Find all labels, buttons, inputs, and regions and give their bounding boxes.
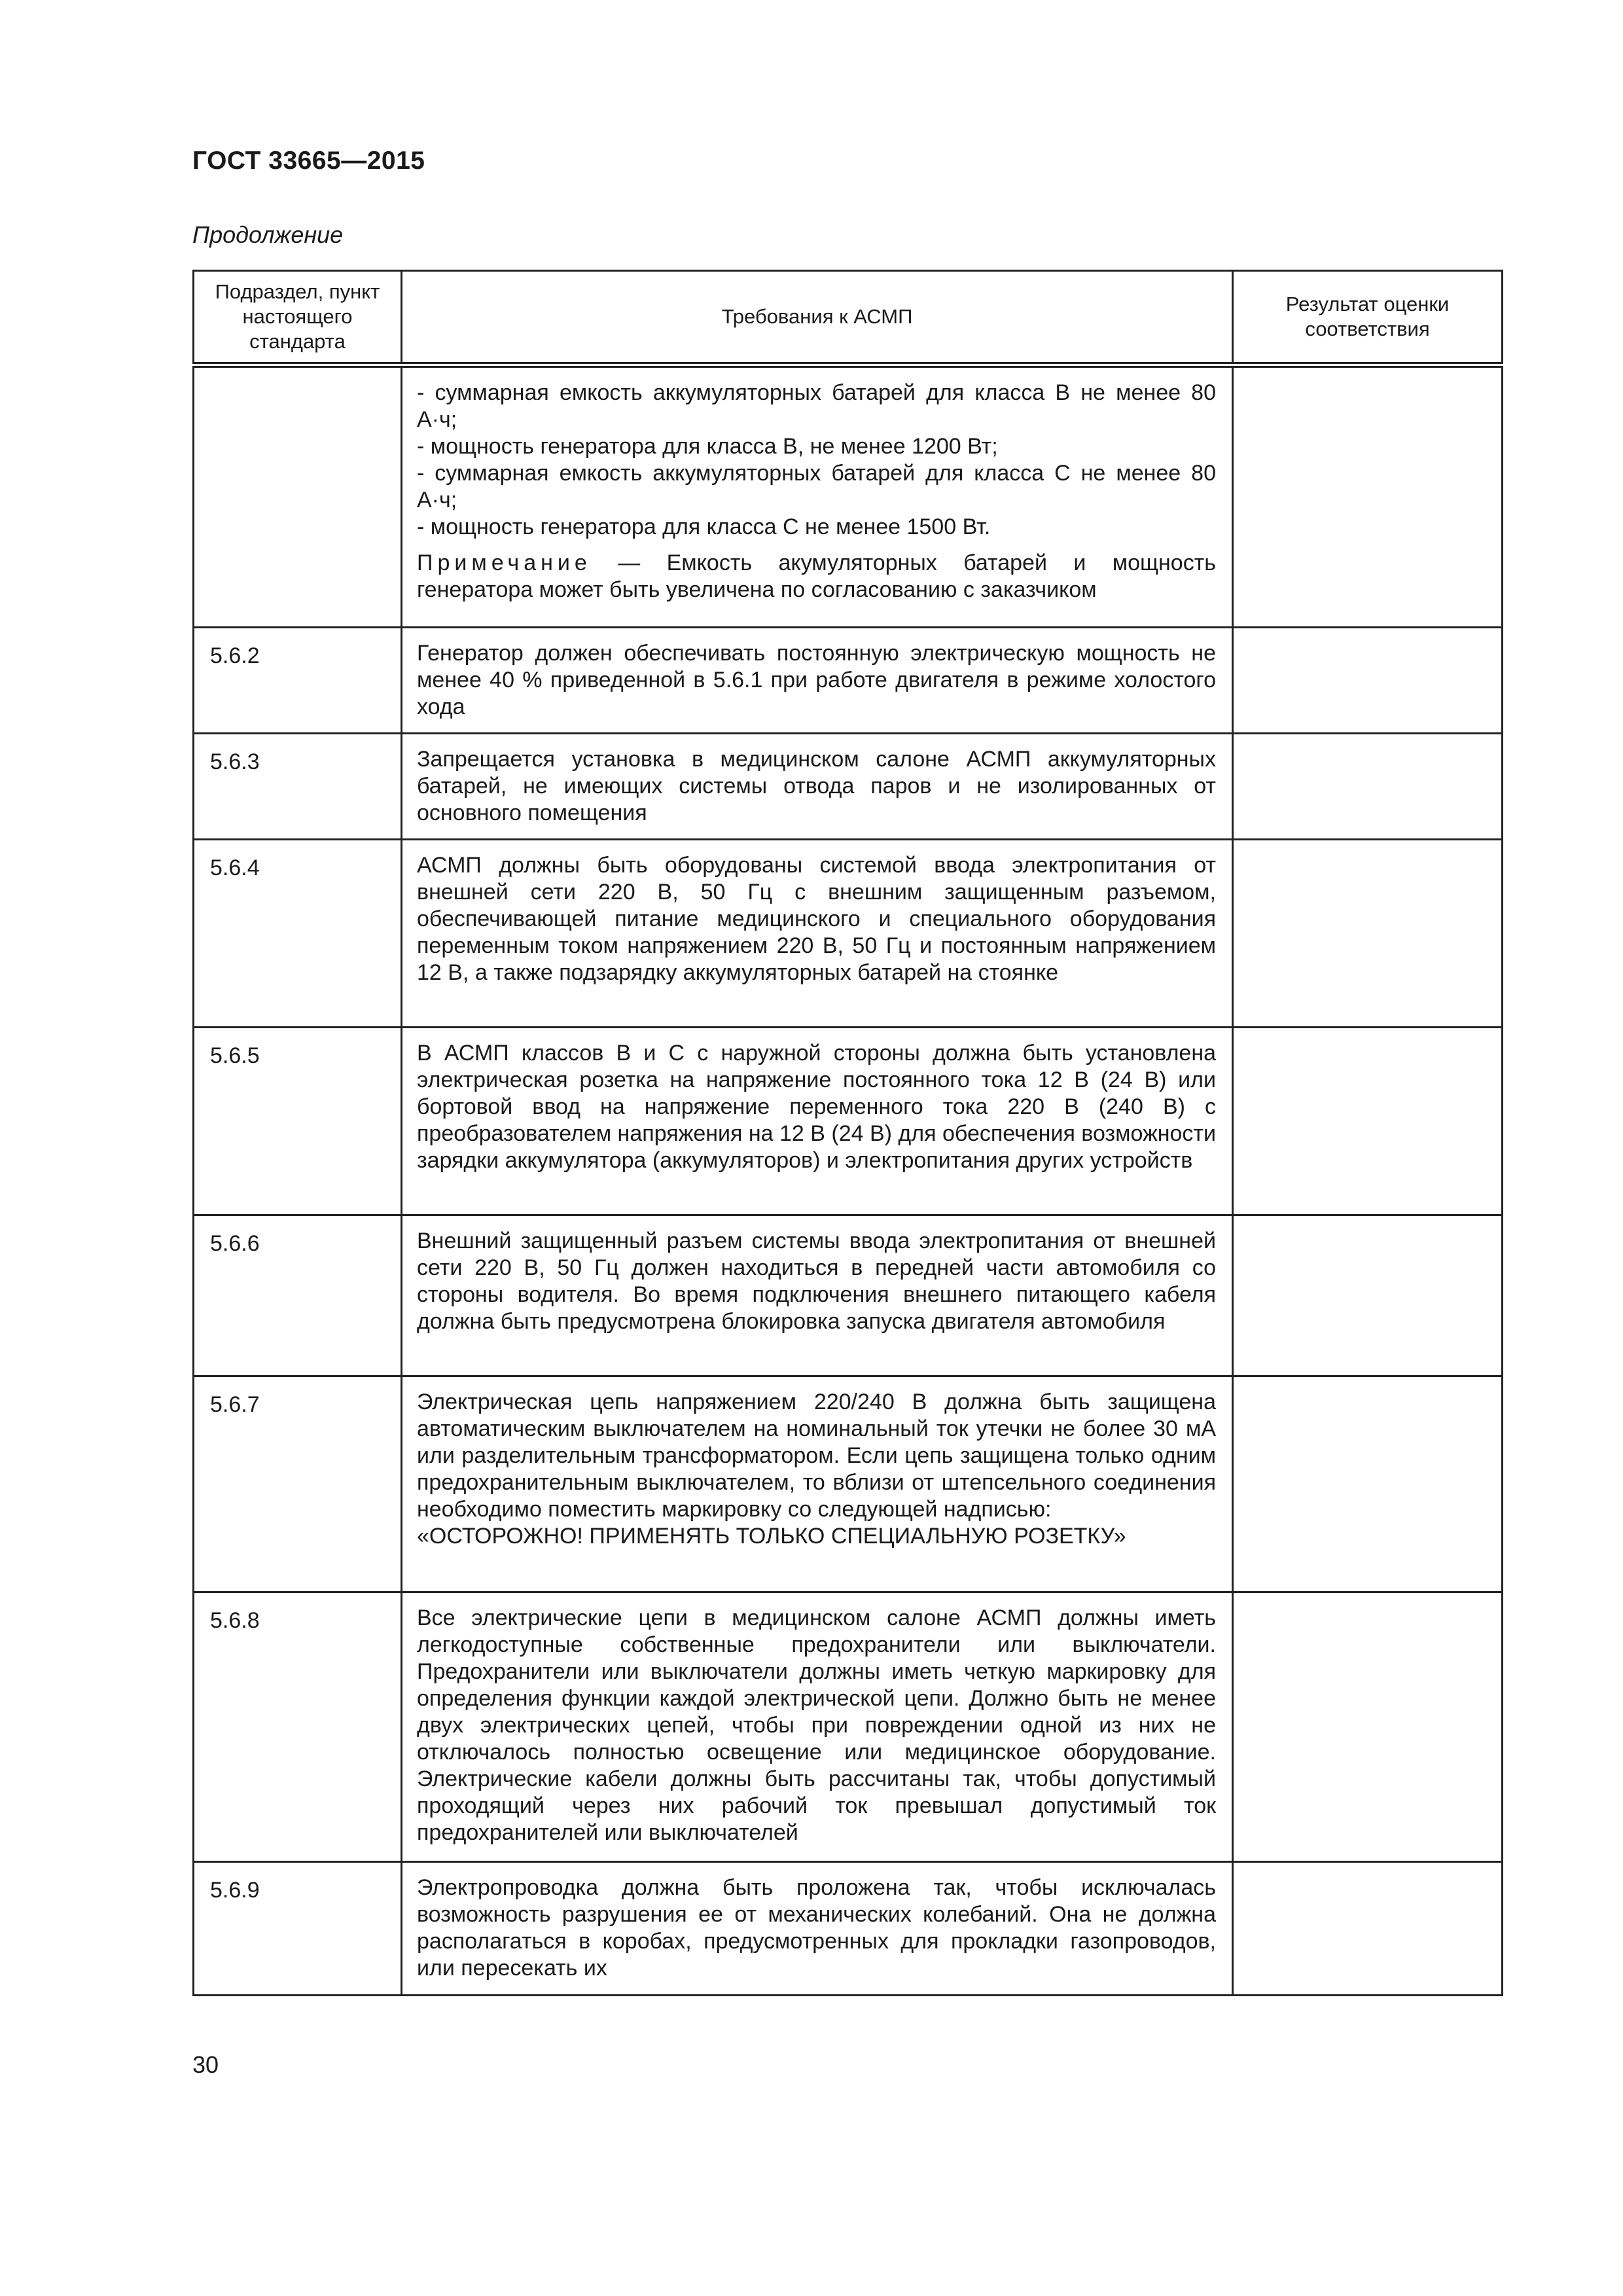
table-row bbox=[194, 365, 1503, 628]
section-number: 5.6.9 bbox=[194, 1862, 402, 1996]
column-header-result: Результат оценки соответствия bbox=[1233, 271, 1503, 365]
requirement-line: - суммарная емкость аккумуляторных батарей для класса С не менее 80 А·ч; bbox=[417, 461, 1216, 512]
table-header-row bbox=[194, 271, 1503, 365]
section-cell bbox=[194, 365, 402, 628]
requirement-line: - мощность генератора для класса В, не менее 1200 Вт; bbox=[417, 434, 998, 459]
page-number: 30 bbox=[192, 2051, 219, 2078]
section-number: 5.6.2 bbox=[194, 628, 402, 734]
continuation-label: Продолжение bbox=[192, 221, 344, 248]
result-cell bbox=[1233, 1862, 1503, 1996]
requirement-text: Запрещается установка в медицинском салоне АСМП аккумуляторных батарей, не имеющих системы отвода паров и не изолированных от основного помещения bbox=[402, 734, 1233, 840]
requirement-text: АСМП должны быть оборудованы системой ввода электропитания от внешней сети 220 В, 50 Гц с внешним защищенным разъемом, обеспечивающей питание медицинского и специального оборудования переменным током напряжением 220 В, 50 Гц и постоянным напряжением 12 В, а также подзарядку аккумуляторных батарей на стоянке bbox=[402, 840, 1233, 1028]
section-number: 5.6.5 bbox=[194, 1028, 402, 1215]
table-row bbox=[194, 1215, 1503, 1376]
section-number: 5.6.7 bbox=[194, 1376, 402, 1592]
table-row bbox=[194, 1592, 1503, 1862]
requirement-cell bbox=[402, 365, 1233, 628]
result-cell bbox=[1233, 1592, 1503, 1862]
result-cell bbox=[1233, 365, 1503, 628]
requirement-text: Генератор должен обеспечивать постоянную электрическую мощность не менее 40 % приведенной в 5.6.1 при работе двигателя в режиме холостого хода bbox=[402, 628, 1233, 734]
result-cell bbox=[1233, 1376, 1503, 1592]
section-number: 5.6.8 bbox=[194, 1592, 402, 1862]
requirement-text: Внешний защищенный разъем системы ввода электропитания от внешней сети 220 В, 50 Гц должен находиться в передней части автомобиля со стороны водителя. Во время подключения внешнего питающего кабеля должна быть предусмотрена блокировка запуска двигателя автомобиля bbox=[402, 1215, 1233, 1376]
requirements-table bbox=[192, 270, 1503, 1996]
result-cell bbox=[1233, 840, 1503, 1028]
column-header-section: Подраздел, пункт настоящего стандарта bbox=[194, 271, 402, 365]
table-row bbox=[194, 1376, 1503, 1592]
requirement-text: Электропроводка должна быть проложена так, чтобы исключалась возможность разрушения ее от механических колебаний. Она не должна располагаться в коробах, предусмотренных для прокладки газопроводов, или пересекать их bbox=[402, 1862, 1233, 1996]
requirement-line: - мощность генератора для класса С не менее 1500 Вт. bbox=[417, 514, 991, 539]
note-text: — Емкость акумуляторных батарей и мощность генератора может быть увеличена по согласованию с заказчиком bbox=[417, 550, 1216, 602]
result-cell bbox=[1233, 1028, 1503, 1215]
table-row bbox=[194, 628, 1503, 734]
note-label: Примечание bbox=[417, 550, 592, 575]
requirement-line: - суммарная емкость аккумуляторных батарей для класса В не менее 80 А·ч; bbox=[417, 380, 1216, 432]
requirement-cell bbox=[402, 1376, 1233, 1592]
result-cell bbox=[1233, 1215, 1503, 1376]
table-row bbox=[194, 1862, 1503, 1996]
column-header-requirements: Требования к АСМП bbox=[402, 271, 1233, 365]
section-number: 5.6.6 bbox=[194, 1215, 402, 1376]
requirement-text: Электрическая цепь напряжением 220/240 В должна быть защищена автоматическим выключателем на номинальный ток утечки не более 30 мА или разделительным трансформатором. Если цепь защищена только одним предохранительным выключателем, то вблизи от штепсельного соединения необходимо поместить маркировку со следующей надписью: bbox=[417, 1390, 1216, 1522]
table-row bbox=[194, 1028, 1503, 1215]
warning-text: «ОСТОРОЖНО! ПРИМЕНЯТЬ ТОЛЬКО СПЕЦИАЛЬНУЮ РОЗЕТКУ» bbox=[417, 1524, 1126, 1549]
section-number: 5.6.4 bbox=[194, 840, 402, 1028]
result-cell bbox=[1233, 628, 1503, 734]
table-row bbox=[194, 734, 1503, 840]
requirement-text: Все электрические цепи в медицинском салоне АСМП должны иметь легкодоступные собственные предохранители или выключатели. Предохранители или выключатели должны иметь четкую маркировку для определения функции каждой электрической цепи. Должно быть не менее двух электрических цепей, чтобы при повреждении одной из них не отключалось полностью освещение или медицинское оборудование. Электрические кабели должны быть рассчитаны так, чтобы допустимый проходящий через них рабочий ток превышал допустимый ток предохранителей или выключателей bbox=[402, 1592, 1233, 1862]
result-cell bbox=[1233, 734, 1503, 840]
requirement-text: В АСМП классов В и С с наружной стороны должна быть установлена электрическая розетка на напряжение постоянного тока 12 В (24 В) или бортовой ввод на напряжение переменного тока 220 В (240 В) с преобразователем напряжения на 12 В (24 В) для обеспечения возможности зарядки аккумулятора (аккумуляторов) и электропитания других устройств bbox=[402, 1028, 1233, 1215]
note bbox=[417, 550, 1216, 603]
section-number: 5.6.3 bbox=[194, 734, 402, 840]
table-row bbox=[194, 840, 1503, 1028]
document-title: ГОСТ 33665—2015 bbox=[192, 147, 425, 175]
